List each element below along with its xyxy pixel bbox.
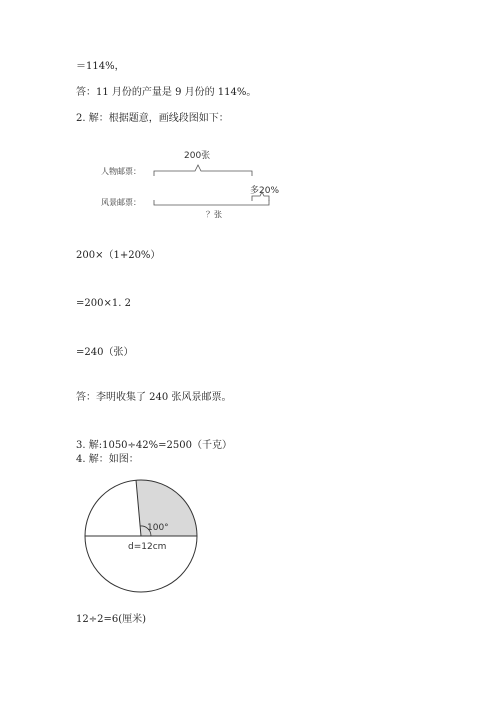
problem-3-solution: 3. 解:1050÷42%=2500（千克）: [76, 440, 232, 451]
row2-value: ？张: [206, 210, 222, 219]
calc-step-3: =240（张）: [76, 347, 134, 358]
angle-label: 100°: [147, 523, 169, 533]
answer-1: 答：11 月份的产量是 9 月份的 114%。: [76, 87, 257, 98]
problem-4-heading: 4. 解：如图：: [76, 454, 139, 465]
row2-extra-label: 多20%: [250, 186, 280, 196]
diameter-label: d=12cm: [128, 542, 167, 552]
segment-diagram: [92, 146, 292, 226]
answer-2: 答：李明收集了 240 张风景邮票。: [76, 392, 232, 403]
radius-calc: 12÷2=6(厘米): [76, 614, 147, 625]
calc-step-1: 200×（1+20%）: [76, 250, 161, 261]
row1-brace: [154, 165, 252, 176]
row2-label: 风景邮票：: [101, 198, 141, 207]
line-result-percent: ＝114%，: [76, 61, 125, 72]
calc-step-2: =200×1. 2: [76, 298, 131, 309]
problem-2-heading: 2. 解：根据题意，画线段图如下：: [76, 113, 229, 124]
circle-diagram: [84, 475, 206, 599]
row1-value: 200张: [184, 151, 211, 161]
row1-label: 人物邮票：: [101, 167, 141, 176]
